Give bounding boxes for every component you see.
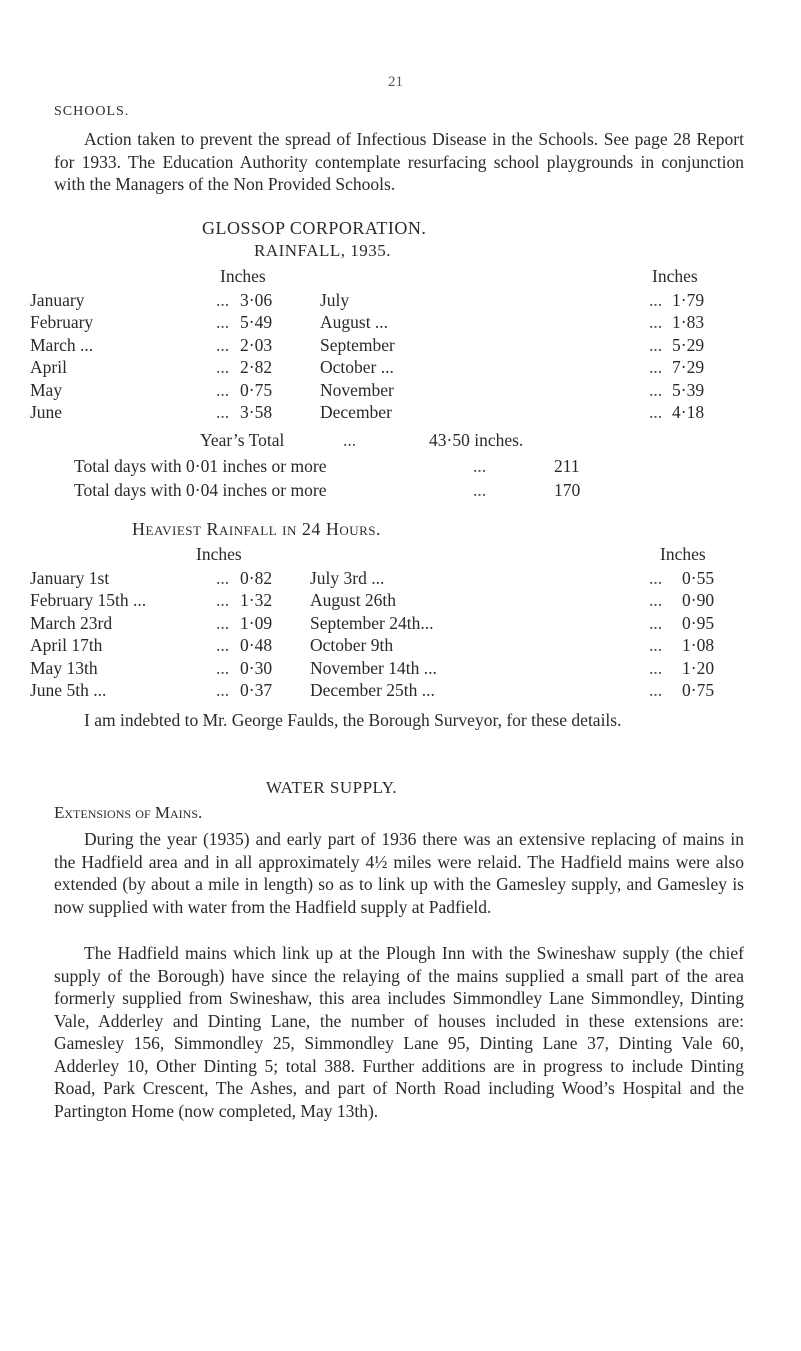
- schools-heading: SCHOOLS.: [54, 104, 130, 119]
- rainfall-month-label: January: [30, 290, 85, 310]
- rainfall-month-value: 3·06: [240, 290, 273, 310]
- days-001-dots: ...: [473, 456, 487, 476]
- leader-dots: ...: [649, 657, 663, 678]
- leader-dots: ...: [649, 290, 663, 310]
- rainfall-subtitle: RAINFALL, 1935.: [254, 241, 392, 260]
- days-004-dots: ...: [473, 480, 487, 500]
- heaviest-value: 0·48: [240, 635, 273, 656]
- rainfall-month-value: 5·29: [672, 334, 705, 355]
- schools-paragraph: Action taken to prevent the spread of Infectious Disease in the Schools. See page 28 Report for 1933. The Education Authority contemplate resurfacing school playgrounds in conjunction with the Managers of the Non Provided Schools.: [54, 129, 744, 194]
- heaviest-date: April 17th: [30, 635, 103, 656]
- heaviest-date: May 13th: [30, 657, 98, 678]
- page-number: 21: [388, 74, 403, 90]
- rainfall-month-label: November: [320, 379, 394, 400]
- heaviest-value: 0·75: [682, 680, 715, 700]
- water-paragraph-1: During the year (1935) and early part of 1936 there was an extensive replacing of mains in the Hadfield area and in all approximately 4½ miles were relaid. The Hadfield mains were also extended (by about a mile in length) so as to link up with the Gamesley supply, and Gamesley is now supplied with water from the Hadfield supply at Padfield.: [54, 829, 744, 917]
- rainfall-month-label: June: [30, 402, 63, 422]
- days-004-label: Total days with 0·04 inches or more: [74, 480, 327, 500]
- rainfall-units-left: Inches: [220, 266, 266, 286]
- leader-dots: ...: [216, 680, 230, 700]
- leader-dots: ...: [649, 379, 663, 400]
- acknowledgement: I am indebted to Mr. George Faulds, the Borough Surveyor, for these details.: [84, 710, 622, 730]
- leader-dots: ...: [216, 657, 230, 678]
- rainfall-month-label: August ...: [320, 312, 389, 333]
- leader-dots: ...: [649, 612, 663, 633]
- leader-dots: ...: [216, 379, 230, 400]
- heaviest-date: August 26th: [310, 590, 397, 611]
- heaviest-date: November 14th ...: [310, 657, 437, 678]
- year-total-dots: ...: [343, 430, 357, 450]
- rainfall-month-label: March ...: [30, 334, 94, 355]
- rainfall-month-value: 1·79: [672, 290, 705, 310]
- rainfall-month-value: 2·82: [240, 357, 273, 378]
- heaviest-value: 0·82: [240, 568, 273, 588]
- heaviest-value: 0·95: [682, 612, 715, 633]
- heaviest-value: 1·08: [682, 635, 715, 656]
- rainfall-month-value: 5·49: [240, 312, 273, 333]
- heaviest-date: March 23rd: [30, 612, 113, 633]
- heaviest-date: January 1st: [30, 568, 110, 588]
- leader-dots: ...: [649, 357, 663, 378]
- rainfall-month-label: October ...: [320, 357, 394, 378]
- heaviest-units-left: Inches: [196, 544, 242, 564]
- rainfall-month-value: 7·29: [672, 357, 705, 378]
- leader-dots: ...: [649, 334, 663, 355]
- leader-dots: ...: [216, 612, 230, 633]
- leader-dots: ...: [649, 402, 663, 422]
- heaviest-value: 0·90: [682, 590, 715, 611]
- year-total-label: Year’s Total: [200, 430, 285, 450]
- heaviest-value: 0·55: [682, 568, 715, 588]
- leader-dots: ...: [216, 334, 230, 355]
- heaviest-date: February 15th ...: [30, 590, 147, 611]
- days-001-value: 211: [554, 456, 580, 476]
- leader-dots: ...: [216, 402, 230, 422]
- leader-dots: ...: [649, 590, 663, 611]
- heaviest-date: July 3rd ...: [310, 568, 385, 588]
- rainfall-units-right: Inches: [652, 266, 698, 286]
- heaviest-value: 1·32: [240, 590, 273, 611]
- rainfall-month-label: February: [30, 312, 94, 333]
- leader-dots: ...: [216, 312, 230, 333]
- leader-dots: ...: [649, 568, 663, 588]
- heaviest-date: October 9th: [310, 635, 394, 656]
- rainfall-month-value: 4·18: [672, 402, 705, 422]
- heaviest-value: 0·37: [240, 680, 273, 700]
- rainfall-month-value: 0·75: [240, 379, 273, 400]
- rainfall-title: GLOSSOP CORPORATION.: [202, 218, 427, 238]
- leader-dots: ...: [216, 590, 230, 611]
- leader-dots: ...: [649, 312, 663, 333]
- leader-dots: ...: [216, 568, 230, 588]
- water-paragraph-2: The Hadfield mains which link up at the Plough Inn with the Swineshaw supply (the chief supply of the Borough) have since the relaying of the mains supplied a small part of the area formerly supplied from Swineshaw, this area includes Simmondley Lane Simmondley, Dinting Vale, Adderley and Dinting Lane, the number of houses included in these extensions are: Gamesley 156, Simmondley 25, Simmondley Lane 95, Dinting Lane 37, Dinting Vale 60, Adderley 10, Other Dinting 5; total 388. Further additions are in progress to include Dinting Road, Park Crescent, The Ashes, and part of North Road including Wood’s Hospital and the Partington Home (now completed, May 13th).: [54, 943, 744, 1121]
- rainfall-month-label: April: [30, 357, 67, 378]
- leader-dots: ...: [216, 635, 230, 656]
- rainfall-month-label: September: [320, 334, 395, 355]
- rainfall-month-value: 1·83: [672, 312, 705, 333]
- heaviest-value: 0·30: [240, 657, 273, 678]
- rainfall-month-label: December: [320, 402, 392, 422]
- water-subheading: Extensions of Mains.: [54, 803, 203, 822]
- heaviest-value: 1·09: [240, 612, 273, 633]
- rainfall-month-value: 2·03: [240, 334, 273, 355]
- leader-dots: ...: [216, 290, 230, 310]
- heaviest-title: Heaviest Rainfall in 24 Hours.: [132, 519, 382, 539]
- rainfall-month-value: 5·39: [672, 379, 705, 400]
- rainfall-month-value: 3·58: [240, 402, 273, 422]
- year-total-value: 43·50 inches.: [429, 430, 524, 450]
- days-001-label: Total days with 0·01 inches or more: [74, 456, 327, 476]
- leader-dots: ...: [649, 635, 663, 656]
- heaviest-date: September 24th...: [310, 612, 434, 633]
- heaviest-units-right: Inches: [660, 544, 706, 564]
- water-title: WATER SUPPLY.: [266, 778, 398, 797]
- rainfall-month-label: May: [30, 379, 63, 400]
- rainfall-month-label: July: [320, 290, 350, 310]
- leader-dots: ...: [216, 357, 230, 378]
- heaviest-date: December 25th ...: [310, 680, 435, 700]
- heaviest-value: 1·20: [682, 657, 715, 678]
- heaviest-date: June 5th ...: [30, 680, 107, 700]
- days-004-value: 170: [554, 480, 581, 500]
- leader-dots: ...: [649, 680, 663, 700]
